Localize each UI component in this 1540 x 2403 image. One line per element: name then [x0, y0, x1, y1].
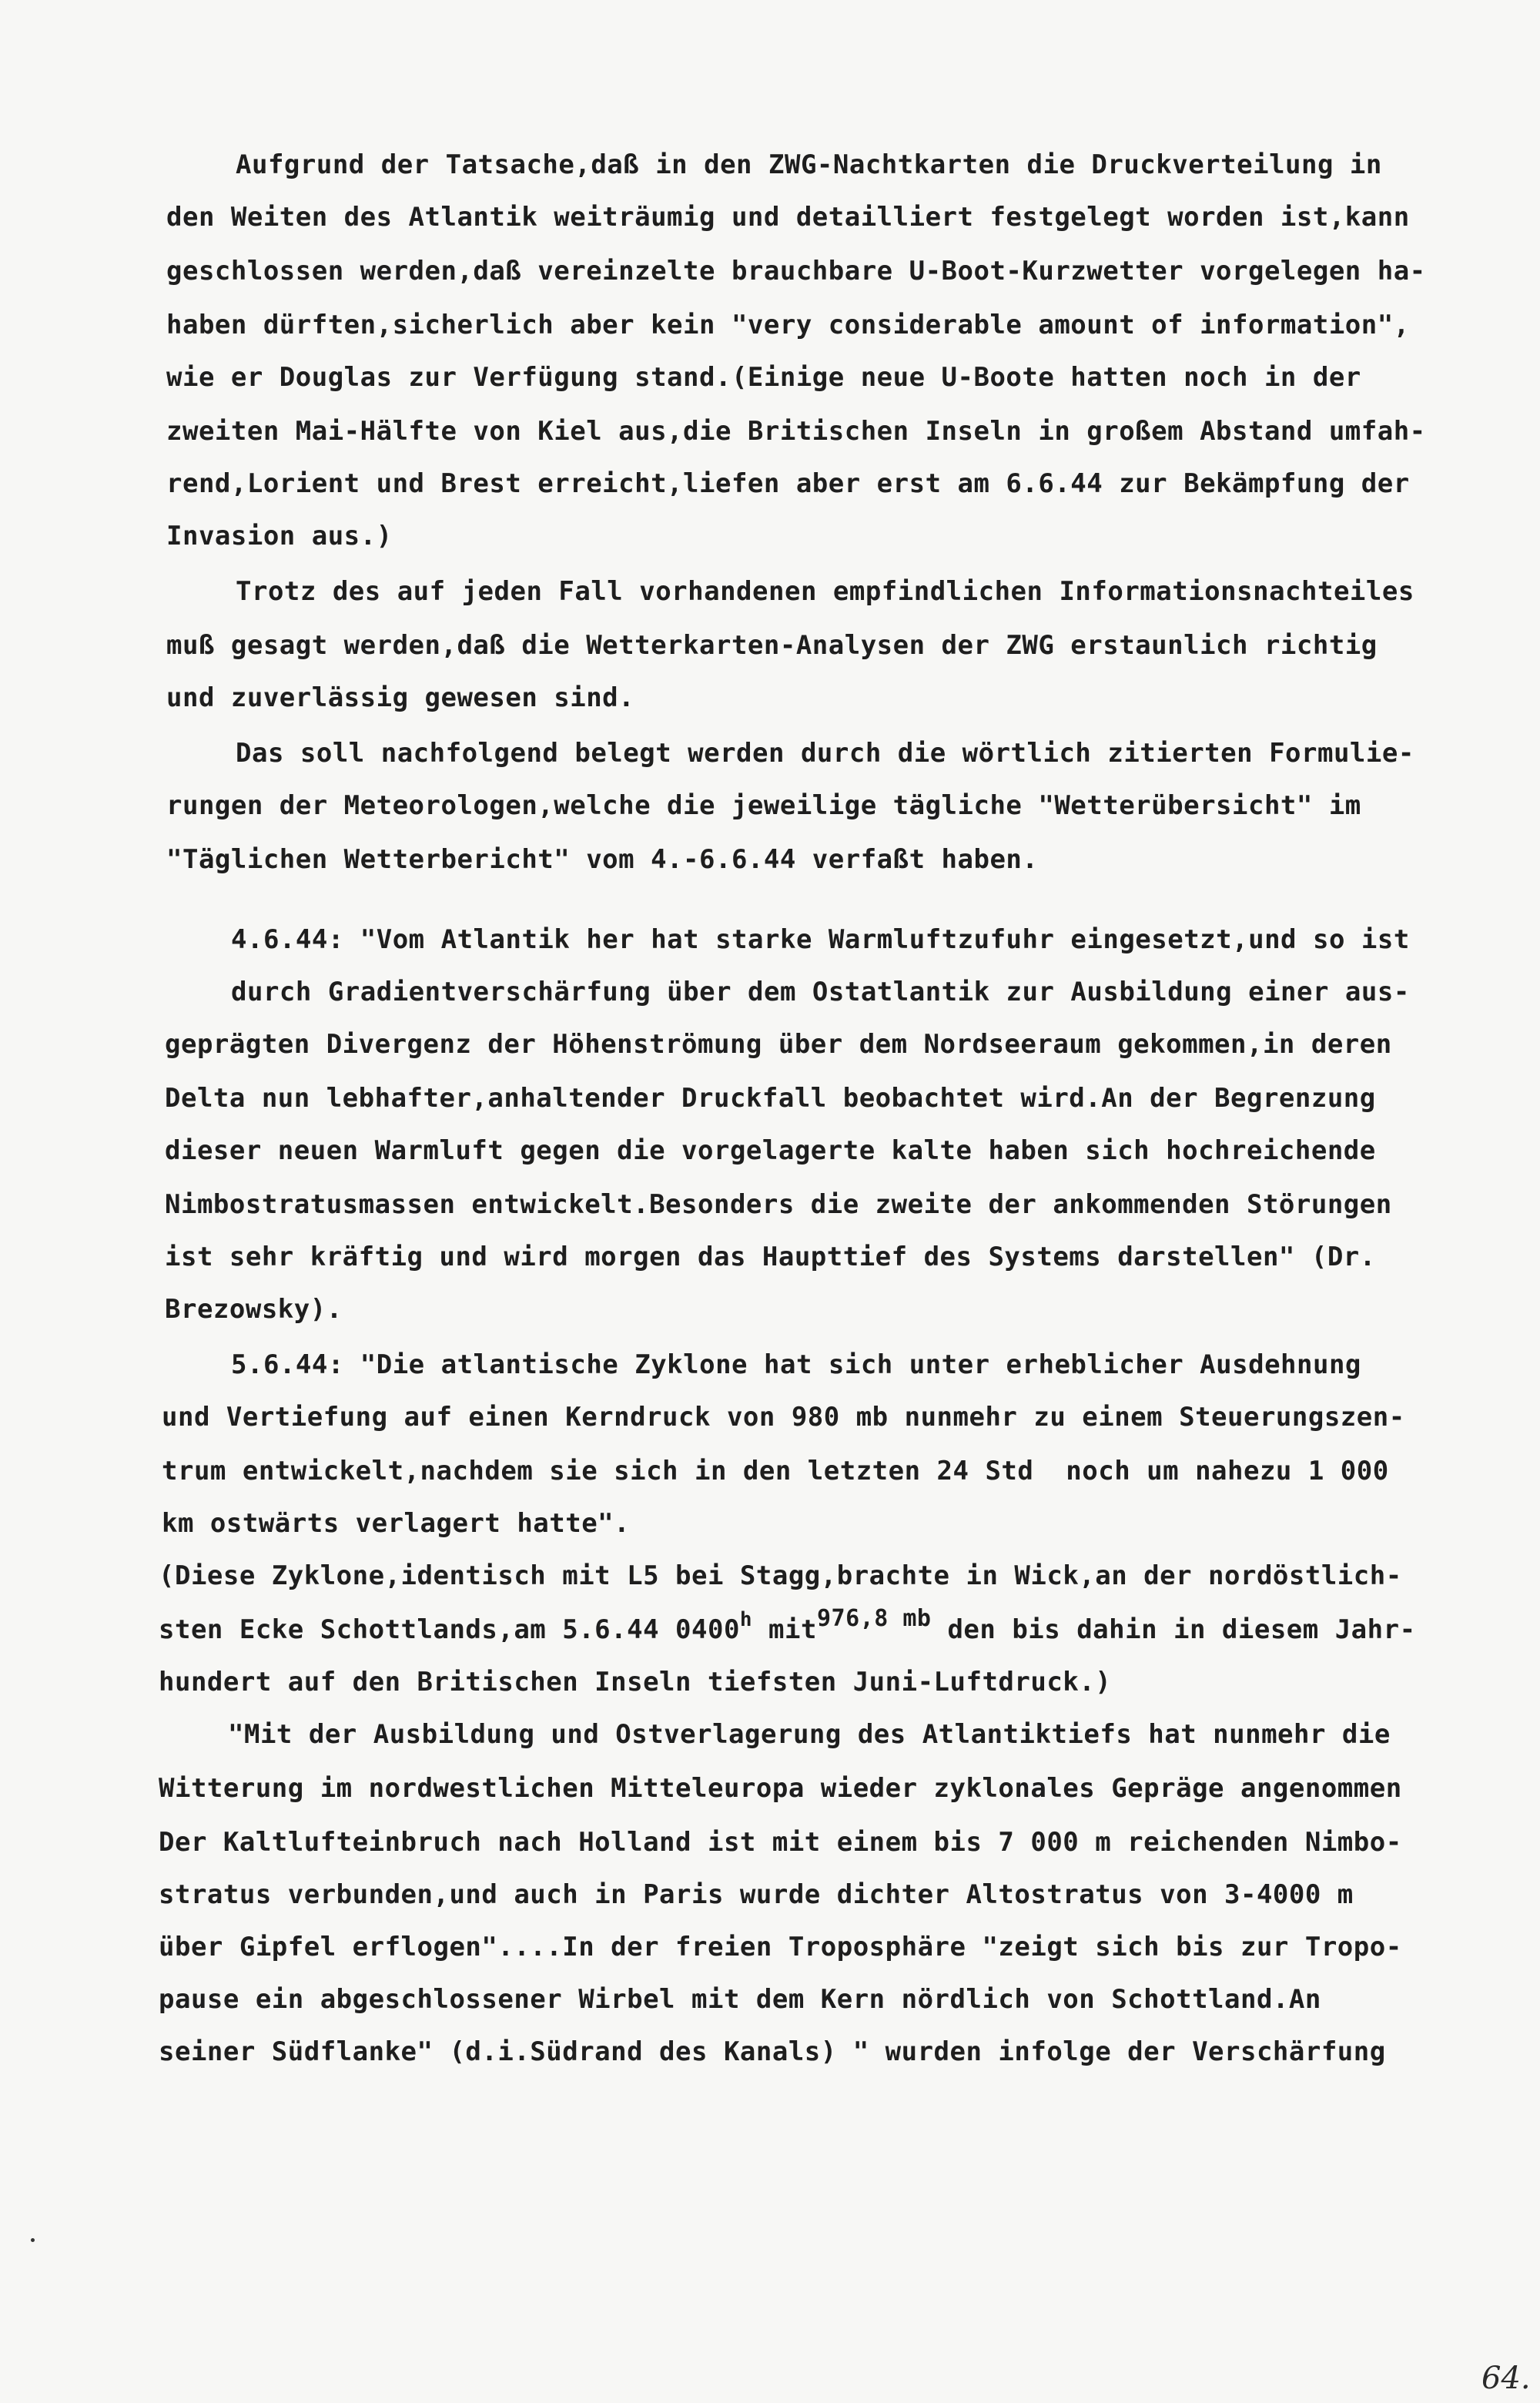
text-line: "Mit der Ausbildung und Ostverlagerung des Atlantiktiefs hat nunmehr die	[228, 1719, 1391, 1750]
text-line: Der Kaltlufteinbruch nach Holland ist mit einem bis 7 000 m reichenden Nimbo-	[159, 1827, 1402, 1858]
text-line: und Vertiefung auf einen Kerndruck von 980 mb nunmehr zu einem Steuerungszen-	[162, 1402, 1405, 1433]
time-superscript: h	[739, 1608, 753, 1631]
text-line: muß gesagt werden,daß die Wetterkarten-Analysen der ZWG erstaunlich richtig	[166, 630, 1378, 661]
text-line: Delta nun lebhafter,anhaltender Druckfall beobachtet wird.An der Begrenzung	[165, 1083, 1376, 1114]
text-line: stratus verbunden,und auch in Paris wurde dichter Altostratus von 3-4000 m	[159, 1879, 1354, 1910]
text-line: über Gipfel erflogen"....In der freien Troposphäre "zeigt sich bis zur Tropo-	[159, 1932, 1402, 1962]
text-line: Aufgrund der Tatsache,daß in den ZWG-Nachtkarten die Druckverteilung in	[236, 149, 1382, 180]
text-line: hundert auf den Britischen Inseln tiefsten Juni-Luftdruck.)	[159, 1667, 1112, 1698]
text-line: seiner Südflanke" (d.i.Südrand des Kanals) " wurden infolge der Verschärfung	[159, 2036, 1386, 2067]
text-line: haben dürften,sicherlich aber kein "very considerable amount of information",	[166, 310, 1410, 340]
text-line: Invasion aus.)	[166, 521, 393, 551]
text-line: durch Gradientverschärfung über dem Ostatlantik zur Ausbildung einer aus-	[231, 977, 1410, 1007]
text-line: ist sehr kräftig und wird morgen das Haupttief des Systems darstellen" (Dr.	[165, 1242, 1376, 1272]
text-line: zweiten Mai-Hälfte von Kiel aus,die Britischen Inseln in großem Abstand umfah-	[166, 416, 1426, 447]
text-line: Nimbostratusmassen entwickelt.Besonders die zweite der ankommenden Störungen	[165, 1189, 1392, 1220]
text-line: rend,Lorient und Brest erreicht,liefen aber erst am 6.6.44 zur Bekämpfung der	[166, 468, 1410, 499]
text-line: trum entwickelt,nachdem sie sich in den letzten 24 Std noch um nahezu 1 000	[162, 1456, 1389, 1486]
text-line: Witterung im nordwestlichen Mitteleuropa wieder zyklonales Gepräge angenommen	[159, 1773, 1402, 1804]
text-line: dieser neuen Warmluft gegen die vorgelagerte kalte haben sich hochreichende	[165, 1135, 1376, 1166]
text-line: pause ein abgeschlossener Wirbel mit dem Kern nördlich von Schottland.An	[159, 1984, 1321, 2015]
text-line-wick	[159, 1605, 1416, 1647]
text-segment: den bis dahin in diesem Jahr-	[931, 1614, 1416, 1645]
text-line: geprägten Divergenz der Höhenströmung über dem Nordseeraum gekommen,in deren	[165, 1029, 1392, 1060]
text-line: wie er Douglas zur Verfügung stand.(Einige neue U-Boote hatten noch in der	[166, 362, 1361, 393]
text-line: 4.6.44: "Vom Atlantik her hat starke Warmluftzufuhr eingesetzt,und so ist	[231, 924, 1410, 955]
text-line: geschlossen werden,daß vereinzelte brauchbare U-Boot-Kurzwetter vorgelegen ha-	[166, 256, 1426, 287]
text-segment: mit	[752, 1614, 817, 1645]
text-line: und zuverlässig gewesen sind.	[166, 682, 635, 713]
margin-mark	[31, 2238, 35, 2242]
text-line: rungen der Meteorologen,welche die jeweilige tägliche "Wetterübersicht" im	[166, 790, 1361, 821]
text-line: (Diese Zyklone,identisch mit L5 bei Stagg,brachte in Wick,an der nordöstlich-	[159, 1560, 1402, 1591]
text-line: km ostwärts verlagert hatte".	[162, 1508, 631, 1539]
text-line: 5.6.44: "Die atlantische Zyklone hat sich unter erheblicher Ausdehnung	[231, 1349, 1361, 1380]
text-line: Trotz des auf jeden Fall vorhandenen empfindlichen Informationsnachteiles	[236, 576, 1414, 607]
text-line: "Täglichen Wetterbericht" vom 4.-6.6.44 verfaßt haben.	[166, 844, 1039, 875]
text-segment: sten Ecke Schottlands,am 5.6.44 0400	[159, 1614, 740, 1645]
pressure-value: 976,8 mb	[816, 1605, 932, 1632]
page-number: 64.	[1481, 2361, 1531, 2396]
text-line: den Weiten des Atlantik weiträumig und detailliert festgelegt worden ist,kann	[166, 202, 1410, 233]
text-line: Das soll nachfolgend belegt werden durch die wörtlich zitierten Formulie-	[236, 738, 1414, 769]
text-line: Brezowsky).	[165, 1294, 343, 1325]
